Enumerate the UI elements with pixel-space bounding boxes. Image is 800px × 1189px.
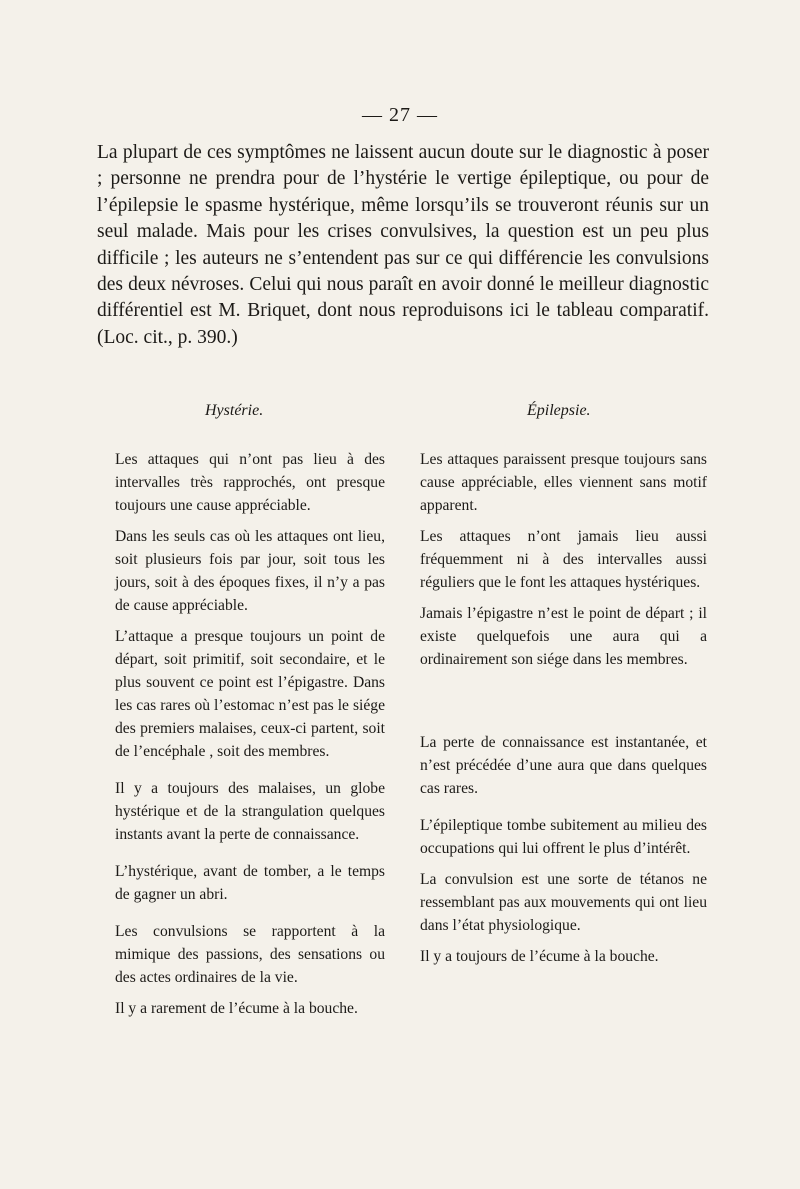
hysterie-paragraph: L’hystérique, avant de tomber, a le temps de gagner un abri. bbox=[115, 863, 385, 903]
epilepsie-paragraph: Les attaques paraissent presque toujours sans cause appréciable, elles viennent sans motif apparent. bbox=[420, 451, 707, 514]
epilepsie-paragraph: Les attaques n’ont jamais lieu aussi fréquemment ni à des intervalles aussi réguliers que le font les attaques hystériques. bbox=[420, 528, 707, 591]
intro-paragraph: La plupart de ces symptômes ne laissent aucun doute sur le diagnostic à poser ; personne ne prendra pour de l’hystérie le vertige épileptique, ou pour de l’épilepsie le spasme hystérique, même lorsqu’ils se trouveront réunis sur un seul malade. Mais pour les crises convulsives, la question est un peu plus difficile ; les auteurs ne s’entendent pas sur ce qui différencie les convulsions des deux névroses. Celui qui nous paraît en avoir donné le meilleur diagnostic différentiel est M. Briquet, dont nous reproduisons ici le tableau comparatif. (Loc. cit., p. 390.) bbox=[97, 142, 709, 348]
hysterie-paragraph: Dans les seuls cas où les attaques ont lieu, soit plusieurs fois par jour, soit tous les jours, soit à des époques fixes, il n’y a pas de cause appréciable. bbox=[115, 528, 385, 614]
hysterie-paragraph: Il y a toujours des malaises, un globe hystérique et de la strangulation quelques instants avant la perte de connaissance. bbox=[115, 780, 385, 843]
page-number: — 27 — bbox=[362, 104, 438, 126]
epilepsie-paragraph: Il y a toujours de l’écume à la bouche. bbox=[420, 948, 659, 965]
column-heading-epilepsie: Épilepsie. bbox=[527, 402, 591, 419]
hysterie-paragraph: Les attaques qui n’ont pas lieu à des intervalles très rapprochés, ont presque toujours une cause appréciable. bbox=[115, 451, 385, 514]
epilepsie-paragraph: La convulsion est une sorte de tétanos ne ressemblant pas aux mouvements qui ont lieu dans l’état physiologique. bbox=[420, 871, 707, 934]
hysterie-paragraph: Les convulsions se rapportent à la mimique des passions, des sensations ou des actes ordinaires de la vie. bbox=[115, 923, 385, 986]
epilepsie-paragraph: La perte de connaissance est instantanée, et n’est précédée d’une aura que dans quelques cas rares. bbox=[420, 734, 707, 797]
epilepsie-paragraph: L’épileptique tombe subitement au milieu des occupations qui lui offrent le plus d’intérêt. bbox=[420, 817, 707, 857]
column-epilepsie bbox=[420, 448, 707, 976]
column-heading-hysterie: Hystérie. bbox=[205, 402, 264, 419]
hysterie-paragraph: Il y a rarement de l’écume à la bouche. bbox=[115, 1000, 358, 1017]
epilepsie-paragraph: Jamais l’épigastre n’est le point de départ ; il existe quelquefois une aura qui a ordinairement son siége dans les membres. bbox=[420, 605, 707, 668]
column-hysterie bbox=[115, 448, 385, 1028]
hysterie-paragraph: L’attaque a presque toujours un point de départ, soit primitif, soit secondaire, et le plus souvent ce point est l’épigastre. Dans les cas rares où l’estomac n’est pas le siége des premiers malaises, ceux-ci partent, soit de l’encéphale , soit des membres. bbox=[115, 628, 385, 760]
